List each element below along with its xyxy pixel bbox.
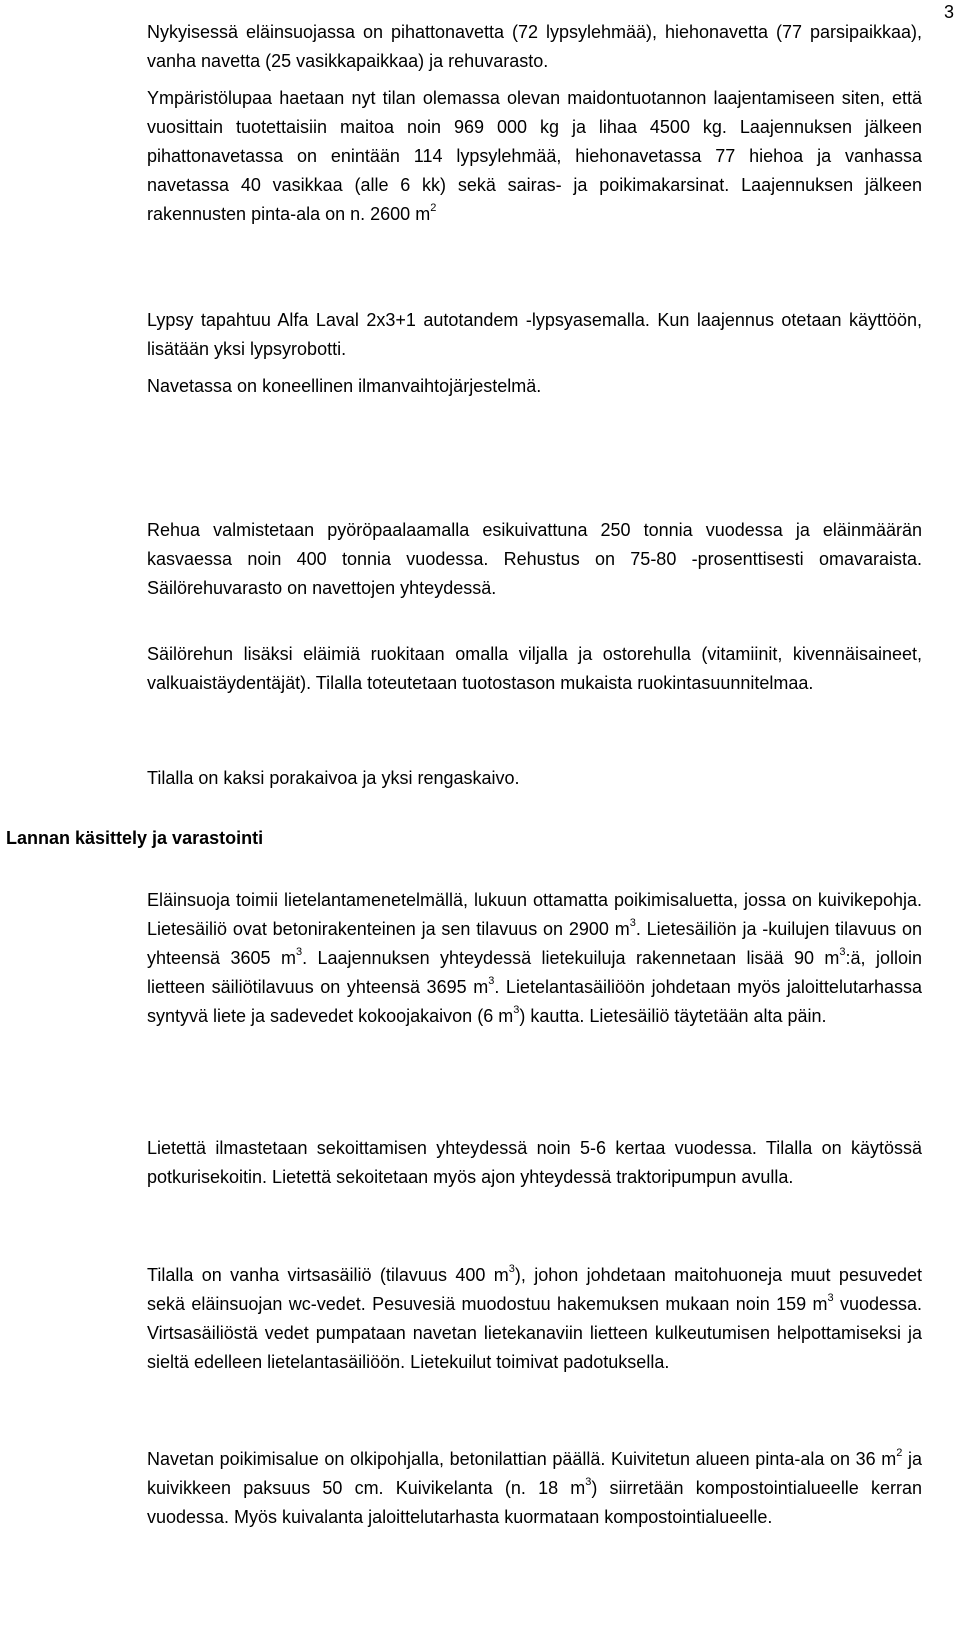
paragraph-calving-area — [147, 1445, 922, 1532]
paragraph-feeding-plan — [147, 640, 922, 698]
text-part: . Laajennuksen yhteydessä lietekuiluja rakennetaan lisää 90 m — [302, 948, 840, 968]
text-part: . Lietesäiliön ja -kuilujen tilavuus on yhteensä 3605 m — [147, 919, 922, 968]
text-part: vuodessa. Virtsasäiliöstä vedet pumpataan navetan lietekanaviin lietteen kulkeutumisen helpottamiseksi ja sieltä edelleen lietelantasäiliöön. Lietekuilut toimivat padotuksella. — [147, 1294, 923, 1372]
text-part: . Lietelantasäiliöön johdetaan myös jaloittelutarhassa syntyvä liete ja sadevedet kokoojakaivon (6 m — [147, 977, 922, 1026]
paragraph-text — [147, 84, 922, 229]
paragraph-text: Säilörehun lisäksi eläimiä ruokitaan omalla viljalla ja ostorehulla (vitamiinit, kivennäisaineet, valkuaistäydentäjät). Tilalla toteutetaan tuotostason mukaista ruokintasuunnitelmaa. — [147, 644, 922, 693]
superscript: 3 — [839, 946, 846, 958]
superscript: 3 — [585, 1476, 592, 1488]
superscript: 3 — [513, 1004, 520, 1016]
text-part: ) kautta. Lietesäiliö täytetään alta päin. — [519, 1006, 827, 1026]
paragraph-text — [147, 1445, 922, 1532]
superscript: 3 — [508, 1263, 515, 1275]
paragraph-milking — [147, 306, 922, 364]
text-part: ), johon johdetaan maitohuoneja muut pesuvedet sekä eläinsuojan wc-vedet. Pesuvesiä muodostuu hakemuksen mukaan noin 159 m — [147, 1265, 922, 1314]
text-part: ja kuivikkeen paksuus 50 cm. Kuivikelanta (n. 18 m — [147, 1449, 923, 1498]
paragraph-slurry-system — [147, 886, 922, 1031]
paragraph-aeration — [147, 1134, 922, 1192]
superscript: 3 — [827, 1292, 834, 1304]
text-part: Eläinsuoja toimii lietelantamenetelmällä, lukuun ottamatta poikimisaluetta, jossa on kuivikepohja. Lietesäiliö ovat betonirakenteinen ja sen tilavuus on 2900 m — [147, 890, 922, 939]
text-part: ) siirretään kompostointialueelle kerran vuodessa. Myös kuivalanta jaloittelutarhasta kuormataan kompostointialueelle. — [147, 1478, 922, 1527]
paragraph-text: Tilalla on kaksi porakaivoa ja yksi rengaskaivo. — [147, 768, 520, 788]
paragraph-text: Lietettä ilmastetaan sekoittamisen yhteydessä noin 5-6 kertaa vuodessa. Tilalla on käytössä potkurisekoitin. Lietettä sekoitetaan myös ajon yhteydessä traktoripumpun avulla. — [147, 1138, 922, 1187]
paragraph-wells — [147, 764, 922, 793]
text-part: Navetan poikimisalue on olkipohjalla, betonilattian päällä. Kuivitetun alueen pinta-ala on 36 m — [147, 1449, 897, 1469]
paragraph-text: Nykyisessä eläinsuojassa on pihattonavetta (72 lypsylehmää), hiehonavetta (77 parsipaikkaa), vanha navetta (25 vasikkapaikkaa) ja rehuvarasto. — [147, 22, 922, 71]
paragraph-text: Lypsy tapahtuu Alfa Laval 2x3+1 autotandem -lypsyasemalla. Kun laajennus otetaan käyttöön, lisätään yksi lypsyrobotti. — [147, 310, 922, 359]
paragraph-feed — [147, 516, 922, 603]
superscript: 2 — [896, 1447, 903, 1459]
superscript: 3 — [295, 946, 303, 958]
superscript: 3 — [629, 917, 636, 929]
paragraph-current-shelter — [147, 18, 922, 76]
paragraph-text-part: Ympäristölupaa haetaan nyt tilan olemassa olevan maidontuotannon laajentamiseen siten, että vuosittain tuotettaisiin maitoa noin 969 000 kg ja lihaa 4500 kg. Laajennuksen jälkeen pihattonavetassa on enintään 114 lypsylehmää, hiehonavetassa 77 hiehoa ja vanhassa navetassa 40 vasikkaa (alle 6 kk) sekä sairas- ja poikimakarsinat. Laajennuksen jälkeen rakennusten pinta-ala on n. 2600 m — [147, 88, 922, 224]
paragraph-text: Navetassa on koneellinen ilmanvaihtojärjestelmä. — [147, 376, 542, 396]
paragraph-permit-application — [147, 84, 922, 229]
superscript: 2 — [430, 202, 437, 214]
superscript: 3 — [488, 975, 495, 987]
paragraph-text: Rehua valmistetaan pyöröpaalaamalla esikuivattuna 250 tonnia vuodessa ja eläinmäärän kasvaessa noin 400 tonnia vuodessa. Rehustus on 75-80 -prosenttisesti omavaraista. Säilörehuvarasto on navettojen yhteydessä. — [147, 520, 922, 598]
paragraph-ventilation — [147, 372, 922, 401]
paragraph-urine-tank — [147, 1261, 922, 1377]
paragraph-text — [147, 886, 922, 1031]
text-part: :ä, jolloin lietteen säiliötilavuus on yhteensä 3695 m — [147, 948, 923, 997]
text-part: Tilalla on vanha virtsasäiliö (tilavuus 400 m — [147, 1265, 509, 1285]
paragraph-text — [147, 1261, 922, 1377]
page-number: 3 — [943, 2, 954, 22]
section-heading: Lannan käsittely ja varastointi — [6, 828, 264, 848]
